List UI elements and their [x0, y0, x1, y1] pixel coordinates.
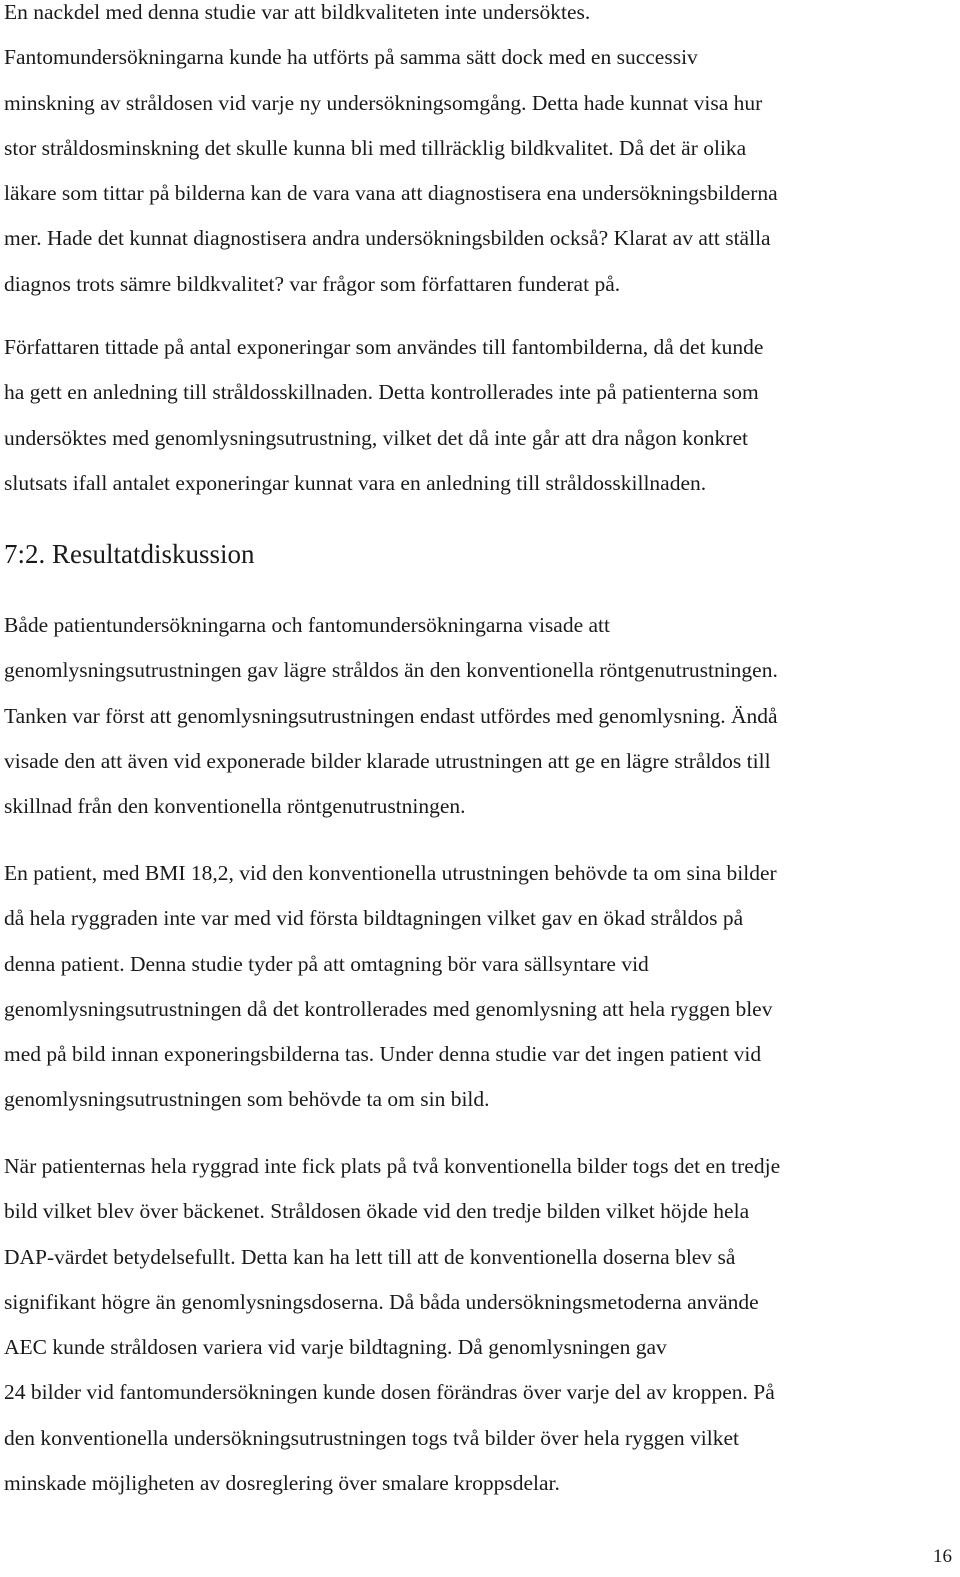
text-line: signifikant högre än genomlysningsdoserna. Då båda undersökningsmetoderna använde [4, 1289, 759, 1314]
text-line: DAP-värdet betydelsefullt. Detta kan ha lett till att de konventionella doserna blev så [4, 1244, 736, 1269]
text-line: genomlysningsutrustningen som behövde ta om sin bild. [4, 1087, 490, 1112]
text-line: då hela ryggraden inte var med vid första bildtagningen vilket gav en ökad stråldos på [4, 906, 744, 931]
text-line: stor stråldosminskning det skulle kunna bli med tillräcklig bildkvalitet. Då det är olika [4, 135, 747, 160]
text-line: skillnad från den konventionella röntgenutrustningen. [4, 794, 466, 819]
text-line: undersöktes med genomlysningsutrustning, vilket det då inte går att dra någon konkret [4, 425, 748, 450]
paragraph-results-summary [4, 603, 954, 829]
text-line: läkare som tittar på bilderna kan de vara vana att diagnostisera ena undersökningsbilderna [4, 181, 778, 206]
text-line: genomlysningsutrustningen då det kontrollerades med genomlysning att hela ryggen blev [4, 996, 773, 1021]
text-line: AEC kunde stråldosen variera vid varje bildtagning. Då genomlysningen gav [4, 1335, 667, 1360]
text-line: minskning av stråldosen vid varje ny undersökningsomgång. Detta hade kunnat visa hur [4, 90, 763, 115]
text-line: med på bild innan exponeringsbilderna tas. Under denna studie var det ingen patient vid [4, 1042, 762, 1067]
text-line: En patient, med BMI 18,2, vid den konventionella utrustningen behövde ta om sina bilder [4, 861, 777, 885]
text-line: ha gett en anledning till stråldosskillnaden. Detta kontrollerades inte på patienterna som [4, 380, 759, 405]
text-line: genomlysningsutrustningen gav lägre stråldos än den konventionella röntgenutrustningen. [4, 658, 778, 683]
text-line: den konventionella undersökningsutrustningen togs två bilder över hela ryggen vilket [4, 1425, 740, 1450]
text-line: bild vilket blev över bäckenet. Stråldosen ökade vid den tredje bilden vilket höjde hela [4, 1199, 750, 1224]
page-number: 16 [933, 1546, 952, 1567]
text-line: En nackdel med denna studie var att bildkvaliteten inte undersöktes. [4, 0, 591, 24]
text-line: slutsats ifall antalet exponeringar kunnat vara en anledning till stråldosskillnaden. [4, 470, 707, 495]
text-line: minskade möjligheten av dosreglering över smalare kroppsdelar. [4, 1471, 560, 1496]
text-line: Både patientundersökningarna och fantomundersökningarna visade att [4, 613, 610, 637]
section-heading: 7:2. Resultatdiskussion [4, 539, 255, 569]
text-line: Författaren tittade på antal exponeringar som användes till fantombilderna, då det kunde [4, 335, 764, 359]
text-line: Tanken var först att genomlysningsutrustningen endast utfördes med genomlysning. Ändå [4, 703, 778, 728]
paragraph-limitations [4, 0, 954, 307]
text-line: När patienternas hela ryggrad inte fick plats på två konventionella bilder togs det en tredje [4, 1154, 781, 1178]
text-line: visade den att även vid exponerade bilder klarade utrustningen att ge en lägre stråldos till [4, 748, 771, 773]
text-line: denna patient. Denna studie tyder på att omtagning bör vara sällsyntare vid [4, 951, 649, 976]
text-line: Fantomundersökningarna kunde ha utförts på samma sätt dock med en successiv [4, 45, 698, 70]
paragraph-retake [4, 851, 954, 1123]
text-line: mer. Hade det kunnat diagnostisera andra undersökningsbilden också? Klarat av att ställa [4, 226, 771, 251]
text-line: diagnos trots sämre bildkvalitet? var frågor som författaren funderat på. [4, 271, 621, 296]
paragraph-third-image [4, 1144, 954, 1506]
paragraph-exposures [4, 325, 954, 506]
text-line: 24 bilder vid fantomundersökningen kunde dosen förändras över varje del av kroppen. På [4, 1380, 775, 1405]
